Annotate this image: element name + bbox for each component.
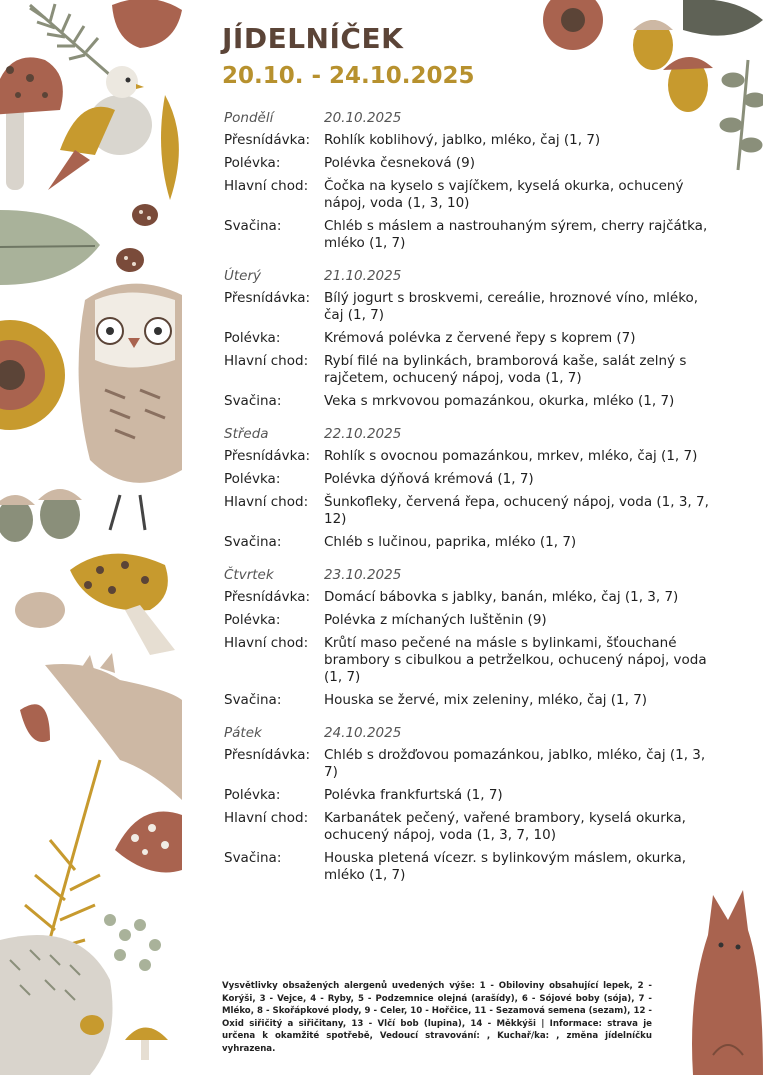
mushroom-icon	[0, 57, 63, 190]
meal-text: Bílý jogurt s broskvemi, cereálie, hroznové víno, mléko, čaj (1, 7)	[324, 290, 699, 323]
meal-row-main	[224, 810, 724, 844]
leaf-icon	[20, 704, 50, 742]
fern-leaf-icon	[721, 60, 763, 170]
meal-label: Hlavní chod:	[224, 810, 309, 826]
day-date: 20.10.2025	[324, 110, 402, 126]
meal-text: Chléb s drožďovou pomazánkou, jablko, mléko, čaj (1, 3, 7)	[324, 747, 706, 780]
meal-label: Hlavní chod:	[224, 353, 309, 369]
meal-row-main	[224, 635, 724, 686]
bird-icon	[48, 66, 152, 190]
meal-row-main	[224, 353, 724, 387]
meal-label: Polévka:	[224, 155, 281, 171]
meal-row-breakfast	[224, 589, 724, 606]
meal-text: Polévka frankfurtská (1, 7)	[324, 787, 503, 803]
day-section-friday	[224, 723, 724, 884]
meal-label: Svačina:	[224, 393, 282, 409]
leaf-icon	[112, 0, 182, 48]
meal-label: Polévka:	[224, 787, 281, 803]
meal-text: Polévka dýňová krémová (1, 7)	[324, 471, 534, 487]
owl-icon	[79, 284, 182, 530]
day-section-wednesday	[224, 424, 724, 551]
meal-label: Přesnídávka:	[224, 589, 311, 605]
meal-text: Polévka z míchaných luštěnin (9)	[324, 612, 547, 628]
meal-text: Veka s mrkvovou pomazánkou, okurka, mléko (1, 7)	[324, 393, 675, 409]
day-name: Středa	[224, 426, 269, 442]
day-date: 24.10.2025	[324, 725, 402, 741]
small-mushroom-icon	[116, 204, 158, 272]
day-date: 23.10.2025	[324, 567, 402, 583]
meal-label: Přesnídávka:	[224, 747, 311, 763]
leaf-icon	[683, 0, 763, 36]
meal-row-soup	[224, 612, 724, 629]
meal-row-snack	[224, 393, 724, 410]
meal-text: Rohlík koblihový, jablko, mléko, čaj (1, 7)	[324, 132, 601, 148]
meal-row-snack	[224, 850, 724, 884]
flower-icon	[0, 320, 65, 430]
meal-label: Hlavní chod:	[224, 494, 309, 510]
meal-row-breakfast	[224, 290, 724, 324]
meal-row-main	[224, 494, 724, 528]
autumn-illustration-left	[0, 0, 182, 1075]
day-name: Úterý	[224, 268, 262, 284]
mushroom-icon	[125, 1028, 168, 1061]
meal-text: Houska se žervé, mix zeleniny, mléko, čaj (1, 7)	[324, 692, 648, 708]
meal-label: Polévka:	[224, 471, 281, 487]
meal-row-snack	[224, 692, 724, 709]
meal-label: Hlavní chod:	[224, 178, 309, 194]
meal-text: Domácí bábovka s jablky, banán, mléko, čaj (1, 3, 7)	[324, 589, 679, 605]
meal-row-snack	[224, 218, 724, 252]
meal-label: Přesnídávka:	[224, 290, 311, 306]
meal-label: Polévka:	[224, 612, 281, 628]
mushroom-icon	[115, 812, 182, 873]
page-title: JÍDELNÍČEK	[222, 22, 404, 55]
meal-row-breakfast	[224, 747, 724, 781]
day-date: 21.10.2025	[324, 268, 402, 284]
meal-label: Polévka:	[224, 330, 281, 346]
meal-label: Svačina:	[224, 692, 282, 708]
flower-icon	[543, 0, 603, 50]
berry-icon	[104, 914, 161, 971]
meal-row-soup	[224, 471, 724, 488]
meal-text: Rohlík s ovocnou pomazánkou, mrkev, mléko, čaj (1, 7)	[324, 448, 698, 464]
meal-label: Hlavní chod:	[224, 635, 309, 651]
meal-label: Svačina:	[224, 534, 282, 550]
day-section-tuesday	[224, 266, 724, 410]
acorn-icon	[0, 489, 82, 542]
meal-text: Karbanátek pečený, vařené brambory, kyselá okurka, ochucený nápoj, voda (1, 3, 7, 10)	[324, 810, 686, 843]
day-section-monday	[224, 108, 724, 252]
meal-text: Krůtí maso pečené na másle s bylinkami, šťouchané brambory s cibulkou a petrželkou, ochucený nápoj, voda (1, 7)	[324, 635, 707, 685]
meal-text: Šunkofleky, červená řepa, ochucený nápoj, voda (1, 3, 7, 12)	[324, 494, 709, 527]
meal-text: Polévka česneková (9)	[324, 155, 476, 171]
meal-row-soup	[224, 787, 724, 804]
fox-icon	[692, 890, 763, 1075]
meal-label: Svačina:	[224, 850, 282, 866]
day-name: Pondělí	[224, 110, 274, 126]
day-name: Pátek	[224, 725, 262, 741]
fox-illustration-bottom-right	[683, 875, 763, 1075]
meal-label: Přesnídávka:	[224, 448, 311, 464]
meal-text: Čočka na kyselo s vajíčkem, kyselá okurka, ochucený nápoj, voda (1, 3, 10)	[324, 178, 684, 211]
day-section-thursday	[224, 565, 724, 709]
hedgehog-icon	[0, 935, 113, 1075]
weekly-menu	[224, 108, 724, 898]
meal-label: Přesnídávka:	[224, 132, 311, 148]
day-name: Čtvrtek	[224, 567, 274, 583]
allergen-footnote: Vysvětlivky obsažených alergenů uvedených výše: 1 - Obiloviny obsahující lepek, 2 - Korýši, 3 - Vejce, 4 - Ryby, 5 - Podzemnice olejná (arašídy), 6 - Sójové boby (sója), 7 - Mléko, 8 - Skořápkové plody, 9 - Celer, 10 - Hořčice, 11 - Sezamová semena (sezam), 12 - Oxid siřičitý a siřičitany, 13 - Vlčí bob (lupina), 14 - Měkkýši | Informace: strava je určena k okamžité spotřebě, Vedoucí stravování: , Kuchař/ka: , změna jídelníčku vyhrazena.	[222, 981, 652, 1054]
mushroom-icon	[70, 554, 175, 655]
meal-text: Houska pletená vícezr. s bylinkovým máslem, okurka, mléko (1, 7)	[324, 850, 687, 883]
day-date: 22.10.2025	[324, 426, 402, 442]
meal-row-breakfast	[224, 132, 724, 149]
meal-text: Rybí filé na bylinkách, bramborová kaše, salát zelný s rajčetem, ochucený nápoj, voda (1, 7)	[324, 353, 687, 386]
fox-icon	[45, 653, 182, 800]
meal-row-snack	[224, 534, 724, 551]
meal-row-soup	[224, 155, 724, 172]
meal-row-main	[224, 178, 724, 212]
meal-text: Chléb s máslem a nastrouhaným sýrem, cherry rajčátka, mléko (1, 7)	[324, 218, 708, 251]
striped-leaf-icon	[161, 95, 179, 200]
meal-text: Chléb s lučinou, paprika, mléko (1, 7)	[324, 534, 577, 550]
meal-row-soup	[224, 330, 724, 347]
meal-row-breakfast	[224, 448, 724, 465]
meal-label: Svačina:	[224, 218, 282, 234]
meal-text: Krémová polévka z červené řepy s koprem (7)	[324, 330, 636, 346]
nut-icon	[15, 592, 65, 628]
week-date-range: 20.10. - 24.10.2025	[222, 63, 475, 89]
